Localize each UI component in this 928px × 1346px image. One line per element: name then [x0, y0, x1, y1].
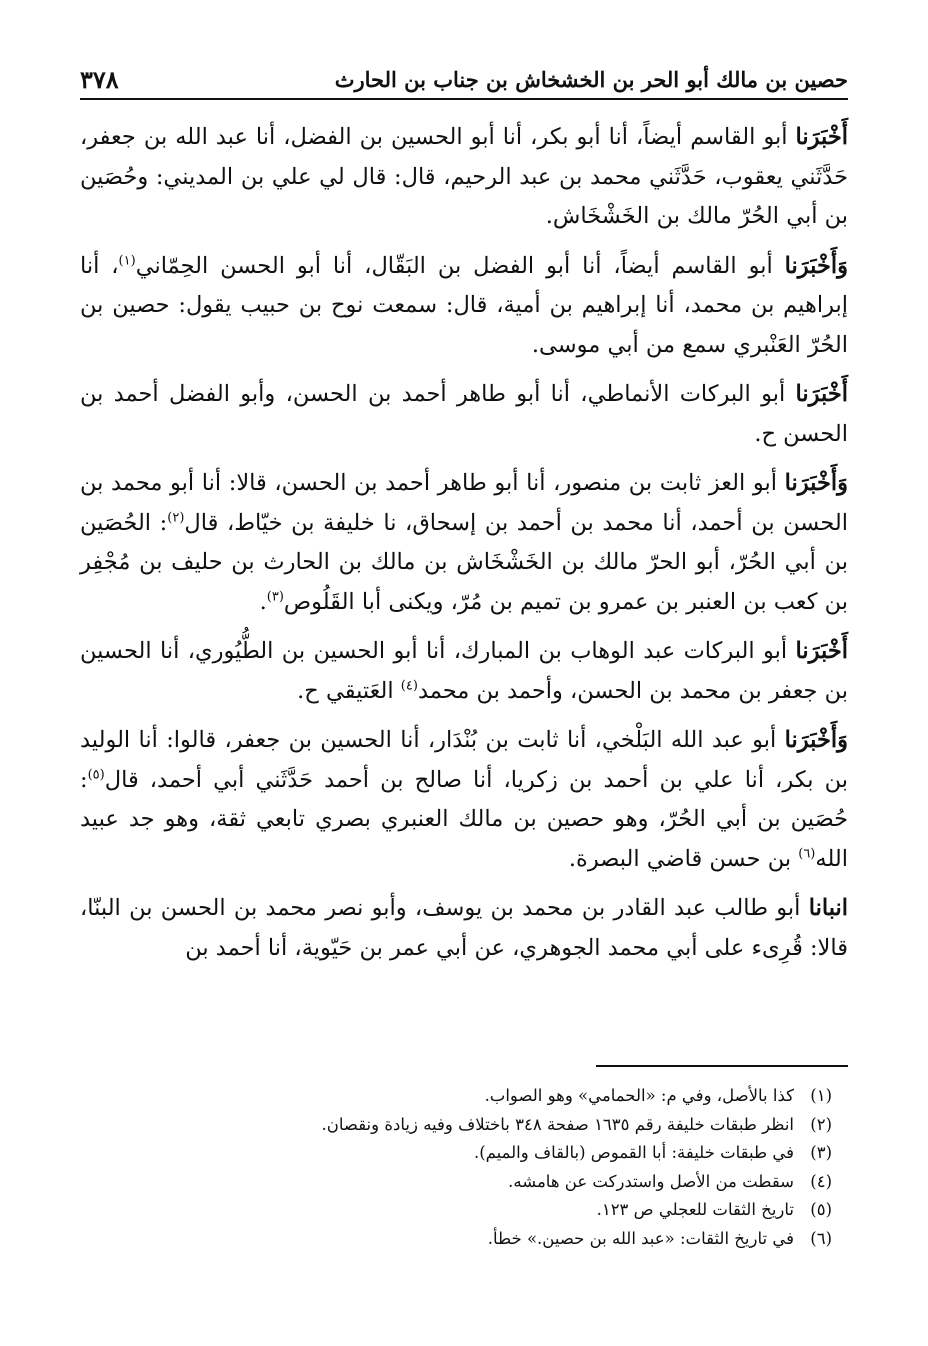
chain-lead-word: انبانا: [808, 895, 848, 921]
running-title: حصين بن مالك أبو الحر بن الخشخاش بن جناب بن الحارث: [334, 67, 848, 92]
paragraph-text: أبو طالب عبد القادر بن محمد بن يوسف، وأبو نصر محمد بن الحسن بن البنّا، قالا: قُرِىء على أبي محمد الجوهري، عن أبي عمر بن حَيّوية، أنا أحمد بن: [80, 895, 848, 961]
footnote-number: (١): [810, 1086, 832, 1105]
chain-lead-word: وَأَخْبَرَنا: [784, 727, 848, 753]
paragraph-text: أبو العز ثابت بن منصور، أنا أبو طاهر أحمد بن الحسن، قالا: أنا أبو محمد بن الحسن بن أحمد، أنا محمد بن أحمد بن إسحاق، نا خليفة بن خيّاط، قال: [80, 470, 849, 536]
paragraph: [80, 721, 848, 879]
chain-lead-word: وَأَخْبَرَنا: [784, 252, 848, 279]
paragraph-text: : الحُصَين بن أبي الحُرّ، أبو الحرّ مالك بن الخَشْخَاش بن مالك بن الحارث بن حليف بن مُجْفِر بن كعب بن العنبر بن عمرو بن تميم بن مُرّ، ويكنى أبا القَلُوص: [80, 509, 848, 615]
footnote-ref[interactable]: (٢): [167, 510, 185, 525]
paragraph-text: أبو القاسم أيضاً، أنا أبو بكر، أنا أبو الحسين بن الفضل، أنا عبد الله بن جعفر، حَدَّثَني يعقوب، حَدَّثَني محمد بن عبد الرحيم، قال: قال لي علي بن المديني: وحُصَين بن أبي الحُرّ مالك بن الخَشْخَاش.: [80, 124, 848, 229]
paragraph-text: العَتيقي ح.: [297, 677, 401, 704]
footnote-ref[interactable]: (١): [118, 253, 136, 268]
paragraph-text: بن حسن قاضي البصرة.: [568, 845, 799, 872]
paragraph: [80, 375, 848, 454]
footnote: [80, 1139, 832, 1168]
paragraph-text: أبو القاسم أيضاً، أنا أبو الفضل بن البَقّال، أنا أبو الحسن الحِمّاني: [135, 252, 785, 279]
footnote-number: (٥): [810, 1200, 832, 1219]
paragraph: [80, 247, 848, 366]
footnote: [80, 1225, 832, 1254]
chain-lead-word: وَأَخْبَرَنا: [784, 470, 848, 496]
footnote: [80, 1196, 832, 1225]
paragraph: [80, 889, 848, 968]
paragraph-text: .: [259, 588, 267, 615]
paragraph-text: ، أنا إبراهيم بن محمد، أنا إبراهيم بن أمية، قال: سمعت نوح بن حبيب يقول: حصين بن الحُرّ العَنْبري سمع من أبي موسى.: [80, 252, 848, 358]
paragraph: [80, 118, 848, 237]
footnote-number: (٢): [810, 1114, 832, 1134]
chain-lead-word: أَخْبَرَنا: [795, 124, 848, 150]
footnote-text: تاريخ الثقات للعجلي ص ١٢٣.: [596, 1200, 794, 1219]
paragraph: [80, 464, 848, 622]
footnote-text: في طبقات خليفة: أبا القموص (بالقاف والميم).: [473, 1143, 794, 1162]
footnote-number: (٦): [810, 1228, 832, 1248]
footnote: [80, 1168, 832, 1197]
footnote: [80, 1111, 832, 1140]
footnote-divider: [596, 1065, 848, 1067]
footnotes: [80, 1082, 832, 1253]
footnote-ref[interactable]: (٣): [266, 589, 284, 604]
footnote-text: سقطت من الأصل واستدركت عن هامشه.: [508, 1171, 794, 1191]
paragraph-text: : حُصَين بن أبي الحُرّ، وهو حصين بن مالك العنبري بصري تابعي ثقة، وهو جد عبيد الله: [80, 766, 848, 872]
footnote-ref[interactable]: (٦): [798, 846, 816, 861]
footnote-text: انظر طبقات خليفة رقم ١٦٣٥ صفحة ٣٤٨ باختلاف وفيه زيادة ونقصان.: [321, 1114, 794, 1134]
paragraph-text: أبو البركات عبد الوهاب بن المبارك، أنا أبو الحسين بن الطُّيُوري، أنا الحسين بن جعفر بن محمد بن الحسن، وأحمد بن محمد: [80, 638, 848, 704]
main-text: [80, 118, 848, 978]
chain-lead-word: أَخْبَرَنا: [795, 638, 848, 664]
footnote-text: في تاريخ الثقات: «عبد الله بن حصين.» خطأ.: [487, 1228, 794, 1248]
page-number: ٣٧٨: [80, 65, 119, 94]
paragraph-text: أبو البركات الأنماطي، أنا أبو طاهر أحمد بن الحسن، وأبو الفضل أحمد بن الحسن ح.: [80, 381, 848, 447]
paragraph: [80, 632, 848, 711]
paragraph-text: أبو عبد الله البَلْخي، أنا ثابت بن بُنْدَار، أنا الحسين بن جعفر، قالوا: أنا الوليد بن بكر، أنا علي بن أحمد بن زكريا، أنا صالح بن أحمد حَدَّثَني أبي أحمد، قال: [80, 727, 848, 793]
page-header: [80, 52, 848, 100]
footnote-number: (٤): [810, 1171, 832, 1191]
footnote: [80, 1082, 832, 1111]
footnote-text: كذا بالأصل، وفي م: «الحمامي» وهو الصواب.: [484, 1086, 794, 1105]
footnote-number: (٣): [810, 1143, 832, 1162]
footnote-ref[interactable]: (٤): [400, 678, 418, 693]
footnote-ref[interactable]: (٥): [87, 767, 105, 782]
chain-lead-word: أَخْبَرَنا: [795, 381, 848, 407]
